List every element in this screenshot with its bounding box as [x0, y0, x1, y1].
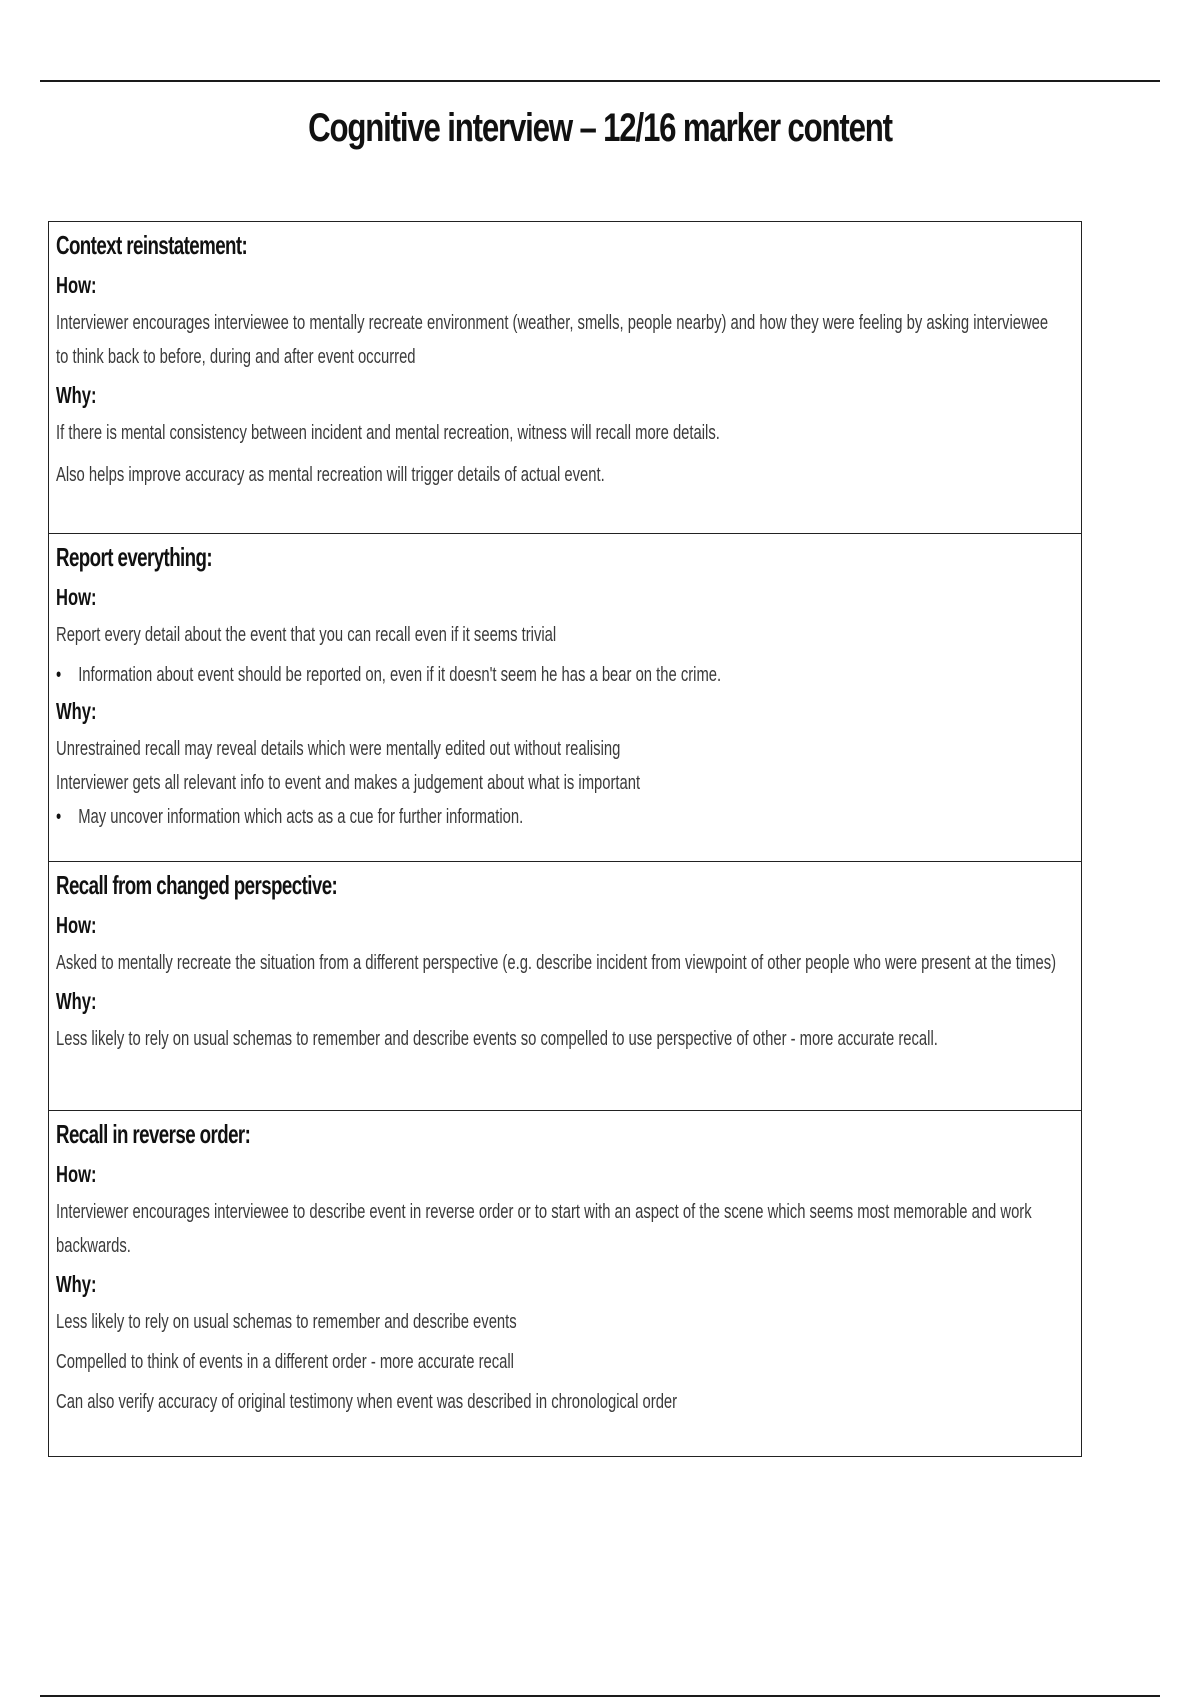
- how-label: How:: [56, 912, 97, 938]
- how-label: How:: [56, 584, 97, 610]
- section-reverse-order: [49, 1111, 1081, 1457]
- why-text-line: Unrestrained recall may reveal details which were mentally edited out without realising: [56, 738, 621, 760]
- page-title: Cognitive interview – 12/16 marker content: [308, 106, 892, 150]
- section-report-everything: [49, 534, 1081, 862]
- bottom-rule: [40, 1695, 1160, 1697]
- how-text-line: backwards.: [56, 1235, 131, 1257]
- bullet-text: May uncover information which acts as a cue for further information.: [78, 806, 524, 828]
- how-bullet-item: [56, 658, 810, 692]
- section-context-reinstatement: [49, 222, 1081, 534]
- section-heading: Recall in reverse order:: [56, 1119, 251, 1149]
- bullet-text: Information about event should be reported on, even if it doesn't seem he has a bear on the crime.: [78, 664, 722, 686]
- how-label: How:: [56, 1161, 97, 1187]
- section-heading: Recall from changed perspective:: [56, 870, 338, 900]
- how-text-line: Asked to mentally recreate the situation from a different perspective (e.g. describe incident from viewpoint of other people who were present at the times): [56, 952, 1057, 974]
- how-label: How:: [56, 272, 97, 298]
- bullet-icon: •: [56, 806, 62, 828]
- how-text-line: to think back to before, during and after event occurred: [56, 346, 416, 368]
- why-label: Why:: [56, 1271, 97, 1297]
- why-text-line: Also helps improve accuracy as mental recreation will trigger details of actual event.: [56, 464, 605, 486]
- why-text-line: Less likely to rely on usual schemas to remember and describe events: [56, 1311, 517, 1333]
- top-rule: [40, 80, 1160, 82]
- section-heading: Report everything:: [56, 542, 213, 572]
- why-label: Why:: [56, 382, 97, 408]
- why-text-line: Less likely to rely on usual schemas to remember and describe events so compelled to use perspective of other - more accurate recall.: [56, 1028, 938, 1050]
- section-heading: Context reinstatement:: [56, 230, 248, 260]
- how-text-line: Report every detail about the event that you can recall even if it seems trivial: [56, 624, 557, 646]
- why-text-line: If there is mental consistency between incident and mental recreation, witness will recall more details.: [56, 422, 720, 444]
- how-text-line: Interviewer encourages interviewee to describe event in reverse order or to start with an aspect of the scene which seems most memorable and work: [56, 1201, 1032, 1223]
- content-table: [48, 221, 1082, 1457]
- why-text-line: Interviewer gets all relevant info to event and makes a judgement about what is important: [56, 772, 641, 794]
- why-label: Why:: [56, 988, 97, 1014]
- bullet-icon: •: [56, 664, 62, 686]
- why-bullet-item: [56, 800, 810, 834]
- how-text-line: Interviewer encourages interviewee to mentally recreate environment (weather, smells, people nearby) and how they were feeling by asking interviewee: [56, 312, 1049, 334]
- why-text-line: Can also verify accuracy of original testimony when event was described in chronological order: [56, 1391, 678, 1413]
- why-label: Why:: [56, 698, 97, 724]
- why-text-line: Compelled to think of events in a different order - more accurate recall: [56, 1351, 514, 1373]
- section-changed-perspective: [49, 862, 1081, 1111]
